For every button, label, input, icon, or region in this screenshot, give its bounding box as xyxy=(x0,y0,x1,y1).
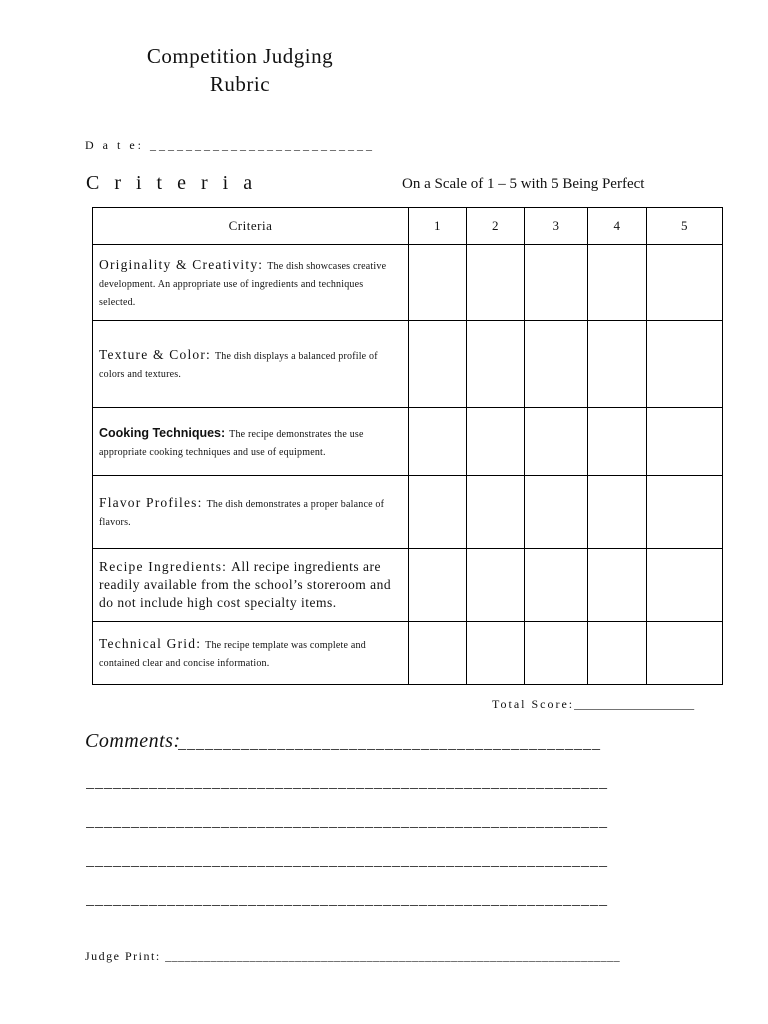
score-cell-3[interactable] xyxy=(525,622,588,685)
score-cell-1[interactable] xyxy=(409,408,467,476)
score-cell-1[interactable] xyxy=(409,622,467,685)
comment-line-1[interactable]: _______________________________________________ xyxy=(178,735,601,752)
total-score-field[interactable] xyxy=(492,697,694,712)
comment-line-5[interactable]: __________________________________________________________ xyxy=(86,891,608,908)
criterion-ingredients xyxy=(93,549,409,622)
score-cell-1[interactable] xyxy=(409,245,467,321)
score-cell-3[interactable] xyxy=(525,245,588,321)
comments-label xyxy=(85,730,181,753)
score-cell-1[interactable] xyxy=(409,549,467,622)
header-criteria: Criteria xyxy=(93,208,409,245)
table-header-row xyxy=(93,208,723,245)
header-score-3: 3 xyxy=(525,208,588,245)
criterion-originality xyxy=(93,245,409,321)
criterion-name: Recipe Ingredients: xyxy=(99,559,228,574)
score-cell-4[interactable] xyxy=(588,321,647,408)
page-title xyxy=(100,42,380,98)
score-cell-5[interactable] xyxy=(647,549,723,622)
title-line-2: Rubric xyxy=(209,72,271,96)
total-score-blank[interactable]: ____________________ xyxy=(574,697,695,711)
rubric-table xyxy=(92,207,723,685)
table-row xyxy=(93,549,723,622)
title-line-1: Competition Judging xyxy=(146,44,334,68)
score-cell-3[interactable] xyxy=(525,321,588,408)
score-cell-2[interactable] xyxy=(467,549,525,622)
score-cell-3[interactable] xyxy=(525,408,588,476)
score-cell-4[interactable] xyxy=(588,476,647,549)
score-cell-3[interactable] xyxy=(525,549,588,622)
criterion-name: Technical Grid: xyxy=(99,636,202,651)
criterion-desc: The dish showcases creative development. An appropriate use of ingredients and techniques selected. xyxy=(99,260,387,308)
total-score-label: Total Score: xyxy=(492,697,575,711)
criterion-name: Flavor Profiles: xyxy=(99,495,203,510)
score-cell-5[interactable] xyxy=(647,245,723,321)
criterion-texture xyxy=(93,321,409,408)
header-score-4: 4 xyxy=(588,208,647,245)
header-score-1: 1 xyxy=(409,208,467,245)
score-cell-2[interactable] xyxy=(467,622,525,685)
scale-note: On a Scale of 1 – 5 with 5 Being Perfect xyxy=(402,176,645,192)
score-cell-2[interactable] xyxy=(467,476,525,549)
criterion-desc: The recipe demonstrates the use appropriate cooking techniques and use of equipment. xyxy=(99,428,364,458)
header-score-5: 5 xyxy=(647,208,723,245)
comment-line-2[interactable]: __________________________________________________________ xyxy=(86,774,608,791)
score-cell-4[interactable] xyxy=(588,622,647,685)
date-blank[interactable]: _________________________ xyxy=(150,138,375,152)
score-cell-5[interactable] xyxy=(647,408,723,476)
score-cell-1[interactable] xyxy=(409,476,467,549)
comment-line-4[interactable]: __________________________________________________________ xyxy=(86,852,608,869)
criterion-flavor xyxy=(93,476,409,549)
date-label: D a t e: xyxy=(85,138,144,152)
table-row xyxy=(93,245,723,321)
score-cell-4[interactable] xyxy=(588,245,647,321)
score-cell-1[interactable] xyxy=(409,321,467,408)
score-cell-5[interactable] xyxy=(647,622,723,685)
criteria-heading: C r i t e r i a xyxy=(86,172,258,194)
criterion-technical-grid xyxy=(93,622,409,685)
criterion-desc: The recipe template was complete and contained clear and concise information. xyxy=(99,640,366,669)
criterion-name: Originality & Creativity: xyxy=(99,256,264,272)
score-cell-2[interactable] xyxy=(467,245,525,321)
table-row xyxy=(93,476,723,549)
judge-print-blank[interactable]: ______________________________________________________________________ xyxy=(165,949,621,963)
date-field[interactable] xyxy=(85,138,375,153)
criterion-name: Cooking Techniques: xyxy=(99,425,226,440)
header-score-2: 2 xyxy=(467,208,525,245)
score-cell-4[interactable] xyxy=(588,408,647,476)
score-cell-4[interactable] xyxy=(588,549,647,622)
criterion-name: Texture & Color: xyxy=(99,347,211,362)
criterion-desc: The dish demonstrates a proper balance of flavors. xyxy=(99,499,385,528)
score-cell-5[interactable] xyxy=(647,476,723,549)
criterion-desc: The dish displays a balanced profile of colors and textures. xyxy=(99,351,378,380)
table-row xyxy=(93,321,723,408)
score-cell-3[interactable] xyxy=(525,476,588,549)
score-cell-2[interactable] xyxy=(467,321,525,408)
comment-line-3[interactable]: __________________________________________________________ xyxy=(86,813,608,830)
criterion-cooking xyxy=(93,408,409,476)
criterion-desc: All recipe ingredients are readily available from the school’s storeroom and do not include high cost specialty items. xyxy=(99,559,392,610)
judge-print-label: Judge Print: xyxy=(85,949,161,963)
score-cell-2[interactable] xyxy=(467,408,525,476)
table-row xyxy=(93,622,723,685)
judge-print-field[interactable] xyxy=(85,949,725,964)
table-row xyxy=(93,408,723,476)
comments-label-text: Comments: xyxy=(85,730,181,752)
score-cell-5[interactable] xyxy=(647,321,723,408)
